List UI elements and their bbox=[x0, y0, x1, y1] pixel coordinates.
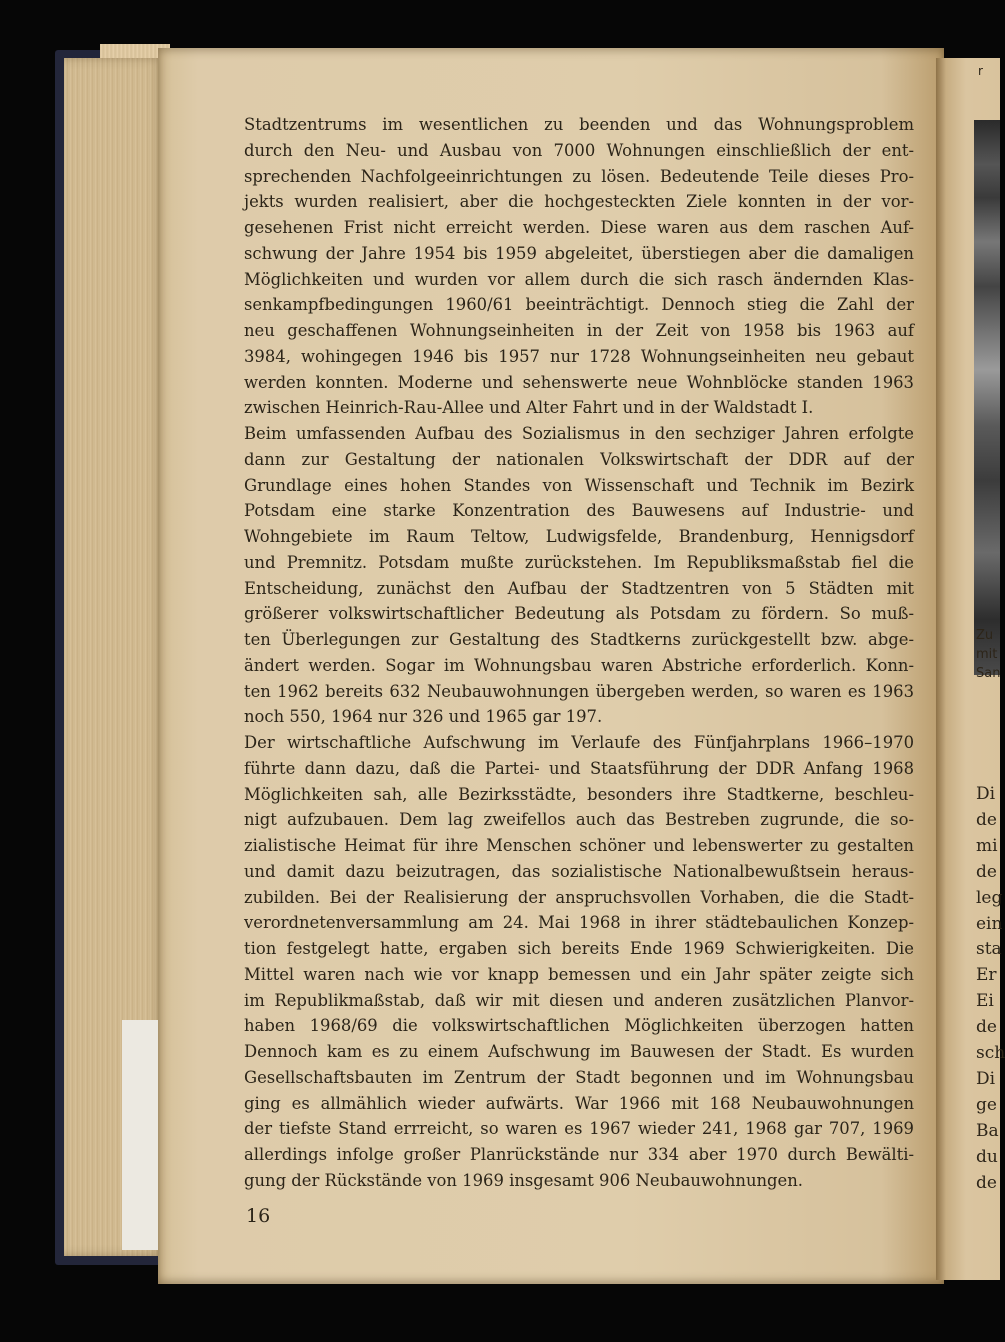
text-fragment: Di bbox=[976, 1068, 996, 1089]
text-line: und damit dazu beizutragen, das sozialistische Nationalbewußtsein heraus- bbox=[244, 861, 914, 881]
photo-corner-mark: r bbox=[978, 64, 983, 78]
text-line: ten Überlegungen zur Gestaltung des Stadtkerns zurückgestellt bzw. abge- bbox=[244, 630, 914, 649]
facing-page-photo bbox=[974, 120, 1000, 675]
text-line: Möglichkeiten und wurden vor allem durch die sich rasch ändernden Klas- bbox=[244, 269, 914, 289]
facing-page bbox=[936, 58, 1005, 1280]
text-line: Gesellschaftsbauten im Zentrum der Stadt begonnen und im Wohnungsbau bbox=[244, 1067, 914, 1087]
text-line: nigt aufzubauen. Dem lag zweifellos auch das Bestreben zugrunde, die so- bbox=[244, 810, 914, 830]
text-line: Entscheidung, zunächst den Aufbau der Stadtzentren von 5 Städten mit bbox=[244, 578, 914, 598]
text-fragment: de bbox=[976, 861, 997, 882]
text-line: 3984, wohingegen 1946 bis 1957 nur 1728 Wohnungseinheiten neu gebaut bbox=[244, 346, 914, 366]
text-line: Beim umfassenden Aufbau des Sozialismus in den sechziger Jahren erfolgte bbox=[244, 424, 914, 443]
text-line: im Republikmaßstab, daß wir mit diesen und anderen zusätzlichen Planvor- bbox=[244, 990, 914, 1010]
text-line: dann zur Gestaltung der nationalen Volkswirtschaft der DDR auf der bbox=[244, 449, 914, 469]
text-line: durch den Neu- und Ausbau von 7000 Wohnungen einschließlich der ent- bbox=[244, 140, 914, 160]
text-line: Der wirtschaftliche Aufschwung im Verlaufe des Fünfjahrplans 1966–1970 bbox=[244, 733, 914, 752]
text-fragment: sch bbox=[976, 1043, 1005, 1063]
text-fragment: leg bbox=[976, 887, 1003, 908]
text-line: haben 1968/69 die volkswirtschaftlichen Möglichkeiten überzogen hatten bbox=[244, 1016, 914, 1036]
text-line: schwung der Jahre 1954 bis 1959 abgeleitet, überstiegen aber die damaligen bbox=[244, 243, 914, 263]
text-fragment: Ba bbox=[976, 1120, 999, 1141]
text-line: ging es allmählich wieder aufwärts. War 1966 mit 168 Neubauwohnungen bbox=[244, 1093, 914, 1113]
text-line: ten 1962 bereits 632 Neubauwohnungen übergeben werden, so waren es 1963 bbox=[244, 681, 914, 701]
page-number: 16 bbox=[246, 1205, 271, 1227]
text-line: sprechenden Nachfolgeeinrichtungen zu lösen. Bedeutende Teile dieses Pro- bbox=[244, 166, 914, 186]
caption-fragment: San bbox=[976, 666, 1001, 681]
text-fragment: de bbox=[976, 1017, 997, 1038]
text-fragment: de bbox=[976, 1172, 997, 1193]
text-line: Wohngebiete im Raum Teltow, Ludwigsfelde, Brandenburg, Hennigsdorf bbox=[244, 527, 914, 546]
text-line: zubilden. Bei der Realisierung der anspruchsvollen Vorhaben, die die Stadt- bbox=[244, 887, 914, 907]
text-line: Dennoch kam es zu einem Aufschwung im Bauwesen der Stadt. Es wurden bbox=[244, 1042, 914, 1061]
text-line: senkampfbedingungen 1960/61 beeinträchtigt. Dennoch stieg die Zahl der bbox=[244, 295, 914, 315]
text-line: gesehenen Frist nicht erreicht werden. Diese waren aus dem raschen Auf- bbox=[244, 218, 914, 237]
text-fragment: Er bbox=[976, 965, 997, 986]
text-line: führte dann dazu, daß die Partei- und Staatsführung der DDR Anfang 1968 bbox=[244, 758, 914, 778]
body-text bbox=[244, 112, 914, 1194]
text-line: der tiefste Stand errreicht, so waren es 1967 wieder 241, 1968 gar 707, 1969 bbox=[244, 1119, 914, 1139]
text-fragment: mi bbox=[976, 835, 998, 856]
inserted-sheet bbox=[122, 1020, 162, 1250]
text-line: noch 550, 1964 nur 326 und 1965 gar 197. bbox=[244, 707, 603, 727]
text-line: werden konnten. Moderne und sehenswerte neue Wohnblöcke standen 1963 bbox=[244, 372, 914, 392]
text-line: Grundlage eines hohen Standes von Wissenschaft und Technik im Bezirk bbox=[244, 475, 914, 495]
text-line: ändert werden. Sogar im Wohnungsbau waren Abstriche erforderlich. Konn- bbox=[244, 655, 914, 675]
text-fragment: sta bbox=[976, 939, 1002, 960]
text-line: größerer volkswirtschaftlicher Bedeutung als Potsdam zu fördern. So muß- bbox=[244, 604, 914, 624]
text-line: Stadtzentrums im wesentlichen zu beenden und das Wohnungsproblem bbox=[244, 115, 914, 134]
text-line: tion festgelegt hatte, ergaben sich bereits Ende 1969 Schwierigkeiten. Die bbox=[244, 939, 914, 958]
text-fragment: du bbox=[976, 1146, 998, 1167]
text-fragment: Di bbox=[976, 784, 996, 804]
text-line: allerdings infolge großer Planrückstände nur 334 aber 1970 durch Bewälti- bbox=[244, 1145, 914, 1164]
text-line: zwischen Heinrich-Rau-Allee und Alter Fahrt und in der Waldstadt I. bbox=[244, 398, 814, 418]
text-line: neu geschaffenen Wohnungseinheiten in der Zeit von 1958 bis 1963 auf bbox=[244, 321, 914, 340]
text-fragment: de bbox=[976, 809, 997, 830]
text-line: Potsdam eine starke Konzentration des Bauwesens auf Industrie- und bbox=[244, 501, 914, 521]
caption-fragment: mit bbox=[976, 647, 998, 662]
caption-fragment: Zu bbox=[976, 628, 994, 643]
text-line: Mittel waren nach wie vor knapp bemessen und ein Jahr später zeigte sich bbox=[244, 964, 914, 984]
text-line: und Premnitz. Potsdam mußte zurückstehen. Im Republiksmaßstab fiel die bbox=[244, 552, 914, 572]
text-fragment: ein bbox=[976, 913, 1003, 934]
text-line: gung der Rückstände von 1969 insgesamt 906 Neubauwohnungen. bbox=[244, 1170, 804, 1190]
text-fragment: Ei bbox=[976, 991, 994, 1012]
text-line: Möglichkeiten sah, alle Bezirksstädte, besonders ihre Stadtkerne, beschleu- bbox=[244, 784, 914, 804]
text-line: verordnetenversammlung am 24. Mai 1968 in ihrer städtebaulichen Konzep- bbox=[244, 913, 914, 933]
text-fragment: ge bbox=[976, 1094, 997, 1115]
text-line: zialistische Heimat für ihre Menschen schöner und lebenswerter zu gestalten bbox=[244, 836, 914, 855]
text-line: jekts wurden realisiert, aber die hochgesteckten Ziele konnten in der vor- bbox=[244, 192, 914, 212]
